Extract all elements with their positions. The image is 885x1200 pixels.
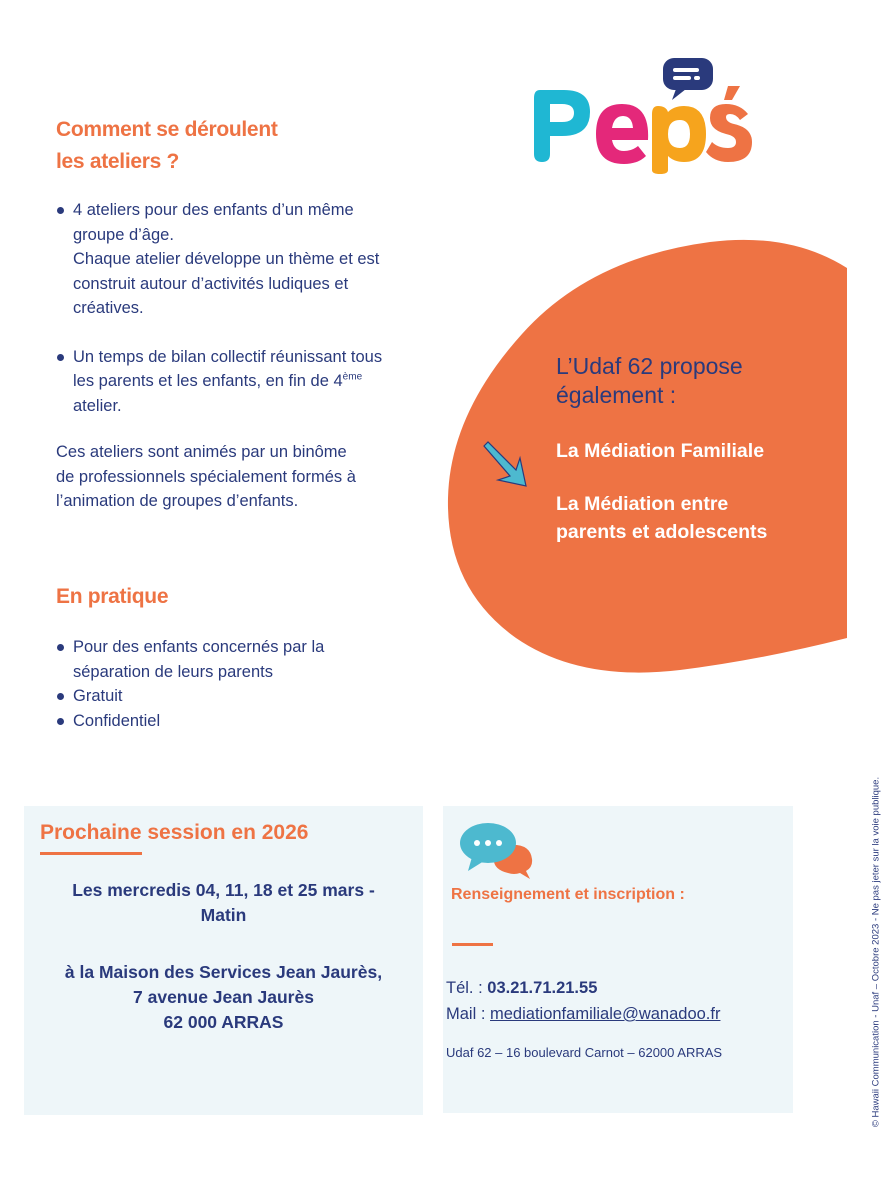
arrow-icon xyxy=(478,436,534,492)
blob-item-mediation-ados xyxy=(556,490,826,546)
session-place xyxy=(24,960,423,1035)
pratique-item-3 xyxy=(56,709,436,734)
pratique-item-2-text: Gratuit xyxy=(73,687,123,705)
bullet2-superscript: ème xyxy=(342,371,363,383)
pratique-item-3-text: Confidentiel xyxy=(73,711,161,730)
credit-vertical-text: © Hawaii Communication - Unaf – Octobre 2023 - Ne pas jeter sur la voie publique. xyxy=(870,776,882,1128)
pratique-item-1-line1: Pour des enfants concernés par la xyxy=(73,638,325,656)
session-place-line1: à la Maison des Services Jean Jaurès, xyxy=(64,962,383,982)
blob-intro-line2: également : xyxy=(556,382,677,408)
bullet1-line2: groupe d’âge. xyxy=(73,225,174,244)
bullet1-line4: construit autour d’activités ludiques et xyxy=(73,274,349,293)
mail-link[interactable]: mediationfamiliale@wanadoo.fr xyxy=(490,1005,721,1023)
chat-bubbles-icon xyxy=(458,821,538,881)
bullet2-line2 xyxy=(73,369,436,394)
bullet2-line3: atelier. xyxy=(73,396,122,415)
pratique-item-1-line2: séparation de leurs parents xyxy=(73,662,273,681)
session-place-line3: 62 000 ARRAS xyxy=(163,1012,284,1032)
contact-block xyxy=(446,975,786,1027)
info-title-underline xyxy=(452,943,493,946)
info-address: Udaf 62 – 16 boulevard Carnot – 62000 ARRAS xyxy=(446,1045,723,1060)
ateliers-heading xyxy=(56,114,278,178)
session-dates-line1: Les mercredis 04, 11, 18 et 25 mars - xyxy=(72,880,375,900)
bullet2-line2-text: les parents et les enfants, en fin de 4 xyxy=(73,372,343,390)
paragraph-line1: Ces ateliers sont animés par un binôme xyxy=(56,443,347,461)
info-title: Renseignement et inscription : xyxy=(451,886,685,903)
ateliers-bullet-1 xyxy=(56,198,436,321)
session-title: Prochaine session en 2026 xyxy=(40,821,309,844)
contact-tel xyxy=(446,975,786,1001)
ateliers-heading-line2: les ateliers ? xyxy=(56,150,180,173)
bullet1-line1: 4 ateliers pour des enfants d’un même xyxy=(73,201,354,219)
bullet1-line3: Chaque atelier développe un thème et est xyxy=(73,250,380,268)
ateliers-list xyxy=(56,198,436,418)
bullet2-line1: Un temps de bilan collectif réunissant tous xyxy=(73,347,383,366)
logo-speech-bubble-icon xyxy=(663,58,713,100)
contact-mail xyxy=(446,1001,786,1027)
session-place-line2: 7 avenue Jean Jaurès xyxy=(133,987,314,1007)
ateliers-bullet-2 xyxy=(56,345,436,419)
blob-intro xyxy=(556,352,826,410)
ateliers-heading-line1: Comment se déroulent xyxy=(56,118,278,141)
peps-logo xyxy=(526,56,761,174)
session-dates xyxy=(24,878,423,928)
pratique-heading: En pratique xyxy=(56,585,169,608)
paragraph-line2: de professionnels spécialement formés à xyxy=(56,467,356,486)
pratique-item-2 xyxy=(56,684,436,709)
bullet1-line5: créatives. xyxy=(73,299,144,317)
paragraph-line3: l’animation de groupes d’enfants. xyxy=(56,492,299,510)
pratique-list xyxy=(56,635,436,733)
blob-intro-line1: L’Udaf 62 propose xyxy=(556,353,743,379)
pratique-item-1 xyxy=(56,635,436,684)
tel-value[interactable]: 03.21.71.21.55 xyxy=(487,979,598,997)
blob-item2-line2: parents et adolescents xyxy=(556,521,768,543)
session-title-underline xyxy=(40,852,142,855)
tel-label: Tél. : xyxy=(446,979,488,997)
ateliers-paragraph xyxy=(56,440,436,514)
logo-graphic xyxy=(526,56,761,174)
session-dates-line2: Matin xyxy=(200,905,247,925)
blob-item-mediation-familiale: La Médiation Familiale xyxy=(556,440,765,462)
blob-item2-line1: La Médiation entre xyxy=(556,493,729,515)
mail-label: Mail : xyxy=(446,1005,491,1023)
